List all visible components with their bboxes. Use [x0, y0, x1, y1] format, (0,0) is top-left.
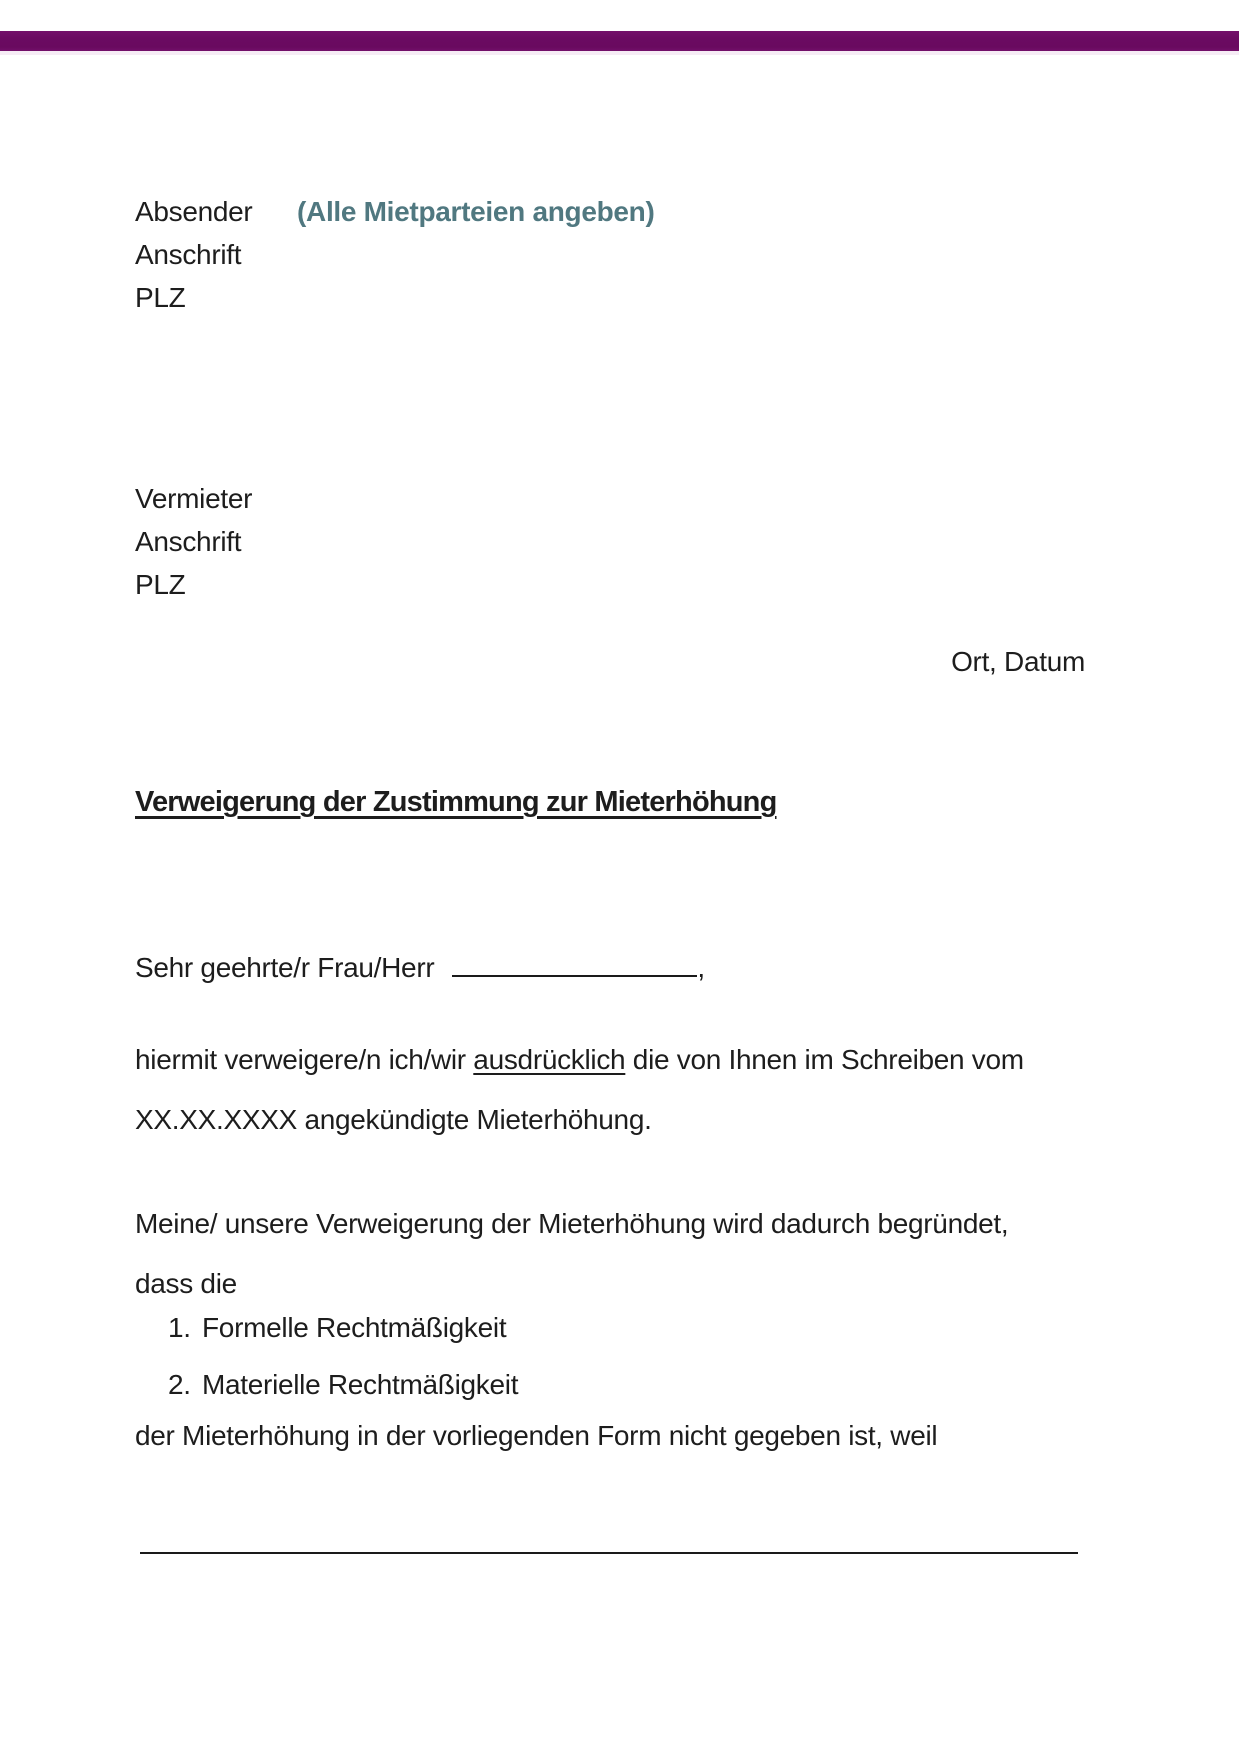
paragraph-reason: [135, 1194, 1085, 1314]
list-item: [168, 1356, 518, 1413]
sender-note: (Alle Mietparteien angeben): [297, 196, 655, 227]
recipient-postal-line: PLZ: [135, 569, 186, 600]
reason-line-2: dass die: [135, 1268, 237, 1299]
paragraph-refusal: [135, 1030, 1085, 1150]
salutation-text: Sehr geehrte/r Frau/Herr: [135, 952, 435, 983]
list-item-number: 1.: [168, 1312, 191, 1343]
closing-line: der Mieterhöhung in der vorliegenden Form nicht gegeben ist, weil: [135, 1420, 938, 1451]
reason-line-1: Meine/ unsere Verweigerung der Mieterhöhung wird dadurch begründet,: [135, 1208, 1009, 1239]
list-item: [168, 1299, 518, 1356]
sender-line-1: [135, 190, 655, 233]
recipient-label: Vermieter: [135, 483, 253, 514]
refusal-underlined-word: ausdrücklich: [473, 1044, 626, 1075]
refusal-lead: hiermit verweigere/n ich/wir: [135, 1044, 474, 1075]
list-item-text: Materielle Rechtmäßigkeit: [202, 1369, 519, 1400]
recipient-address-line: Anschrift: [135, 526, 242, 557]
sender-label: Absender: [135, 196, 253, 227]
top-accent-bar-shadow: [0, 51, 1239, 55]
date-line: Ort, Datum: [951, 646, 1085, 677]
list-item-text: Formelle Rechtmäßigkeit: [202, 1312, 507, 1343]
subject-heading: Verweigerung der Zustimmung zur Mieterhöhung: [135, 786, 777, 818]
refusal-line-1: [135, 1030, 1085, 1090]
top-accent-bar: [0, 31, 1239, 51]
refusal-rest: die von Ihnen im Schreiben vom: [625, 1044, 1024, 1075]
refusal-line-2: XX.XX.XXXX angekündigte Mieterhöhung.: [135, 1104, 652, 1135]
salutation-blank-line: [452, 945, 697, 977]
sender-block: [135, 190, 655, 319]
sender-address-line: Anschrift: [135, 239, 242, 270]
reason-list: [168, 1299, 518, 1413]
list-item-number: 2.: [168, 1369, 191, 1400]
fill-in-rule-line: [140, 1552, 1078, 1554]
recipient-block: [135, 477, 252, 606]
salutation-comma: ,: [697, 952, 705, 983]
salutation-line: [135, 945, 705, 988]
sender-postal-line: PLZ: [135, 282, 186, 313]
